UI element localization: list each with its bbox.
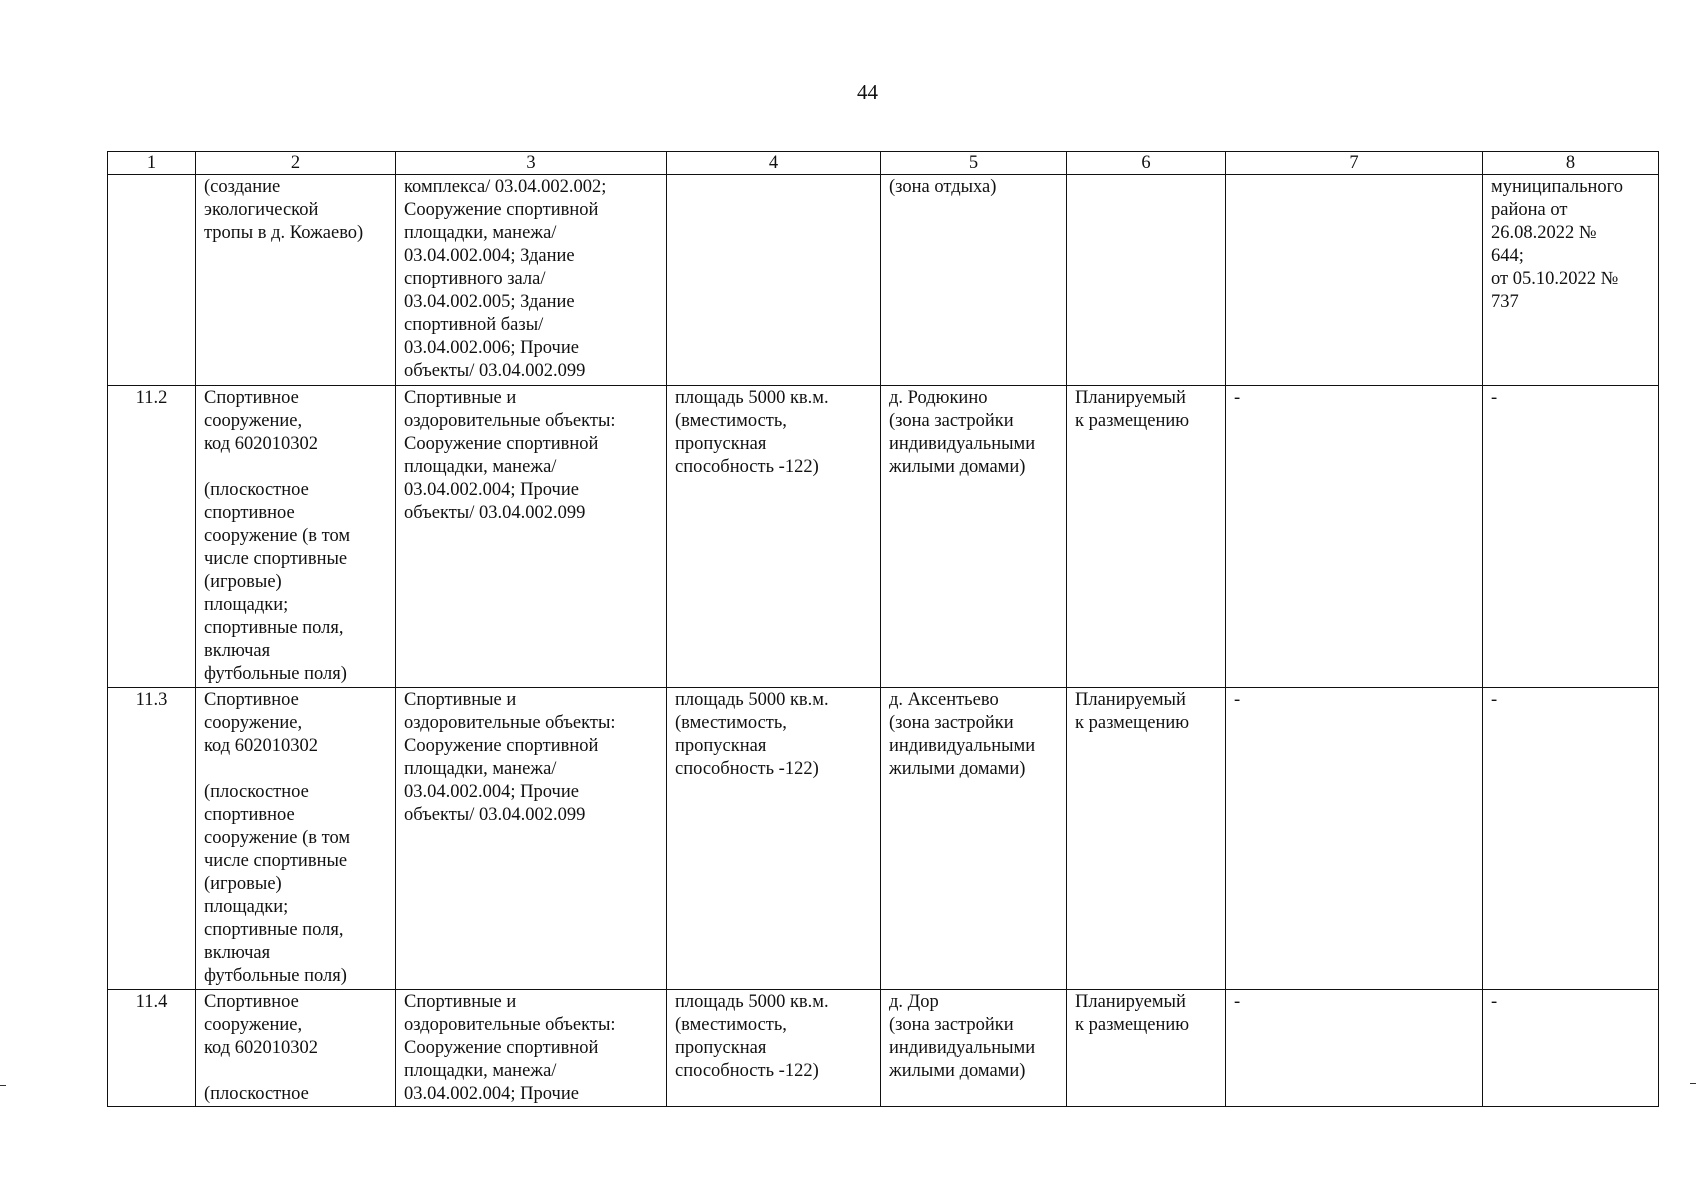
purpose-cell: комплекса/ 03.04.002.002; Сооружение спортивной площадки, манежа/ 03.04.002.004; Здание спортивного зала/ 03.04.002.005; Здание спортивной базы/ 03.04.002.006; Прочие объекты/ 03.04.002.099 bbox=[396, 175, 667, 386]
purpose-cell: Спортивные и оздоровительные объекты: Сооружение спортивной площадки, манежа/ 03.04.002.004; Прочие объекты/ 03.04.002.099 bbox=[396, 386, 667, 688]
document-table bbox=[107, 151, 1659, 1107]
zone-cell bbox=[1226, 175, 1483, 386]
capacity-cell: площадь 5000 кв.м. (вместимость, пропускная способность -122) bbox=[667, 386, 881, 688]
object-name-cell: Спортивное сооружение, код 602010302 (плоскостное bbox=[196, 990, 396, 1107]
page-number: 44 bbox=[857, 80, 878, 104]
location-cell: д. Родюкино (зона застройки индивидуальными жилыми домами) bbox=[881, 386, 1067, 688]
column-header-4: 4 bbox=[667, 152, 881, 175]
scan-margin-mark bbox=[0, 1085, 6, 1086]
location-cell: д. Аксентьево (зона застройки индивидуальными жилыми домами) bbox=[881, 688, 1067, 990]
row-number-cell: 11.4 bbox=[108, 990, 196, 1107]
note-cell: муниципального района от 26.08.2022 № 644; от 05.10.2022 № 737 bbox=[1483, 175, 1659, 386]
location-cell: д. Дор (зона застройки индивидуальными жилыми домами) bbox=[881, 990, 1067, 1107]
table-header-row bbox=[108, 152, 1659, 175]
table-row bbox=[108, 688, 1659, 990]
status-cell: Планируемый к размещению bbox=[1067, 688, 1226, 990]
row-number-cell: 11.3 bbox=[108, 688, 196, 990]
column-header-2: 2 bbox=[196, 152, 396, 175]
table-row bbox=[108, 990, 1659, 1107]
note-cell: - bbox=[1483, 386, 1659, 688]
row-number-cell: 11.2 bbox=[108, 386, 196, 688]
scan-margin-mark bbox=[1690, 1083, 1696, 1084]
location-cell: (зона отдыха) bbox=[881, 175, 1067, 386]
object-name-cell: Спортивное сооружение, код 602010302 (плоскостное спортивное сооружение (в том числе спортивные (игровые) площадки; спортивные поля, включая футбольные поля) bbox=[196, 386, 396, 688]
zone-cell: - bbox=[1226, 386, 1483, 688]
zone-cell: - bbox=[1226, 688, 1483, 990]
object-name-cell: Спортивное сооружение, код 602010302 (плоскостное спортивное сооружение (в том числе спортивные (игровые) площадки; спортивные поля, включая футбольные поля) bbox=[196, 688, 396, 990]
column-header-3: 3 bbox=[396, 152, 667, 175]
object-name-cell: (создание экологической тропы в д. Кожаево) bbox=[196, 175, 396, 386]
column-header-8: 8 bbox=[1483, 152, 1659, 175]
status-cell: Планируемый к размещению bbox=[1067, 386, 1226, 688]
column-header-6: 6 bbox=[1067, 152, 1226, 175]
note-cell: - bbox=[1483, 990, 1659, 1107]
column-header-5: 5 bbox=[881, 152, 1067, 175]
status-cell: Планируемый к размещению bbox=[1067, 990, 1226, 1107]
table-row bbox=[108, 386, 1659, 688]
column-header-1: 1 bbox=[108, 152, 196, 175]
table-row bbox=[108, 175, 1659, 386]
capacity-cell bbox=[667, 175, 881, 386]
column-header-7: 7 bbox=[1226, 152, 1483, 175]
status-cell bbox=[1067, 175, 1226, 386]
row-number-cell bbox=[108, 175, 196, 386]
note-cell: - bbox=[1483, 688, 1659, 990]
purpose-cell: Спортивные и оздоровительные объекты: Сооружение спортивной площадки, манежа/ 03.04.002.004; Прочие объекты/ 03.04.002.099 bbox=[396, 688, 667, 990]
capacity-cell: площадь 5000 кв.м. (вместимость, пропускная способность -122) bbox=[667, 688, 881, 990]
purpose-cell: Спортивные и оздоровительные объекты: Сооружение спортивной площадки, манежа/ 03.04.002.004; Прочие bbox=[396, 990, 667, 1107]
capacity-cell: площадь 5000 кв.м. (вместимость, пропускная способность -122) bbox=[667, 990, 881, 1107]
zone-cell: - bbox=[1226, 990, 1483, 1107]
